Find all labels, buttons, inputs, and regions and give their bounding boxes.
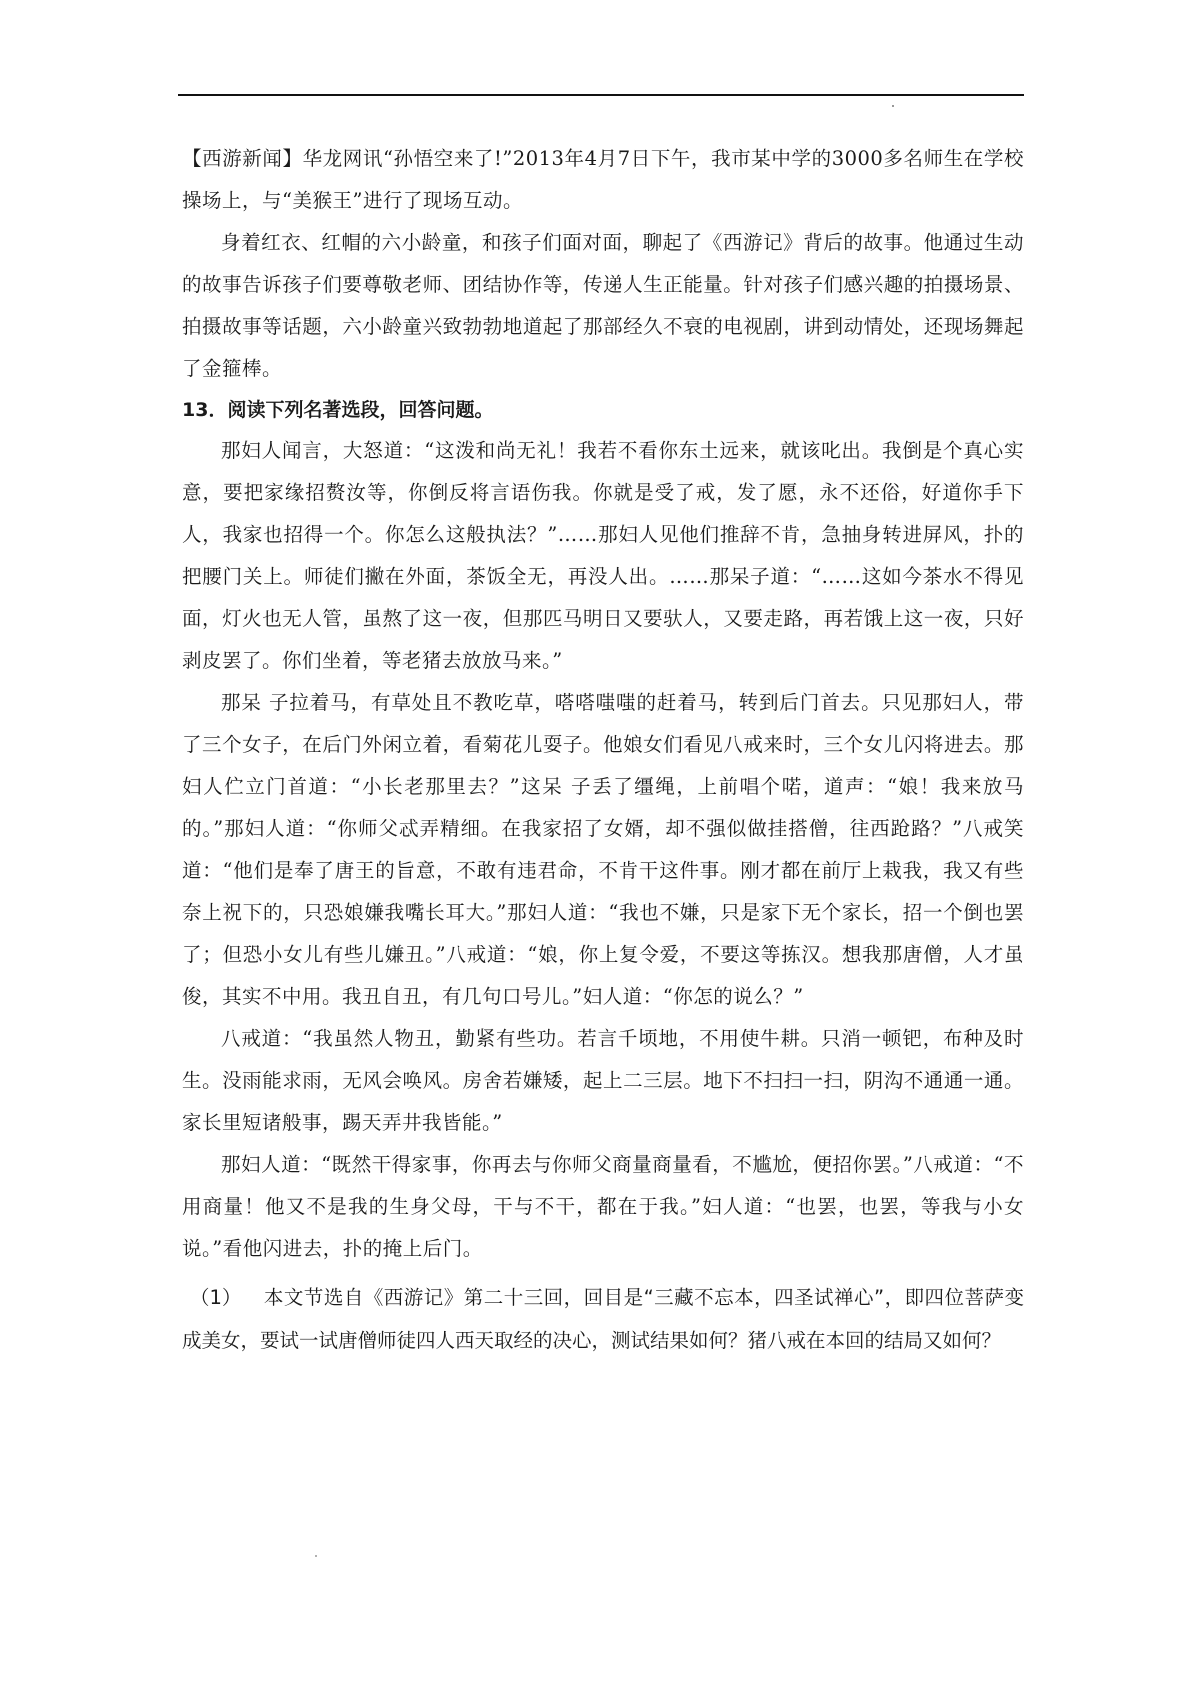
scan-speck-footer [315,1555,317,1557]
sub-question-text: 本文节选自《西游记》第二十三回，回目是“三藏不忘本，四圣试禅心”，即四位菩萨变成美女，要试一试唐僧师徒四人西天取经的决心，测试结果如何？猪八戒在本回的结局又如何？ [182,1286,1024,1352]
scan-speck [892,105,894,107]
sub-question-number: （1） [190,1286,242,1309]
excerpt-paragraph-1: 那妇人闻言，大怒道：“这泼和尚无礼！我若不看你东土远来，就该叱出。我倒是个真心实意，要把家缘招赘汝等，你倒反将言语伤我。你就是受了戒，发了愿，永不还俗，好道你手下人，我家也招得一个。你怎么这般执法？”……那妇人见他们推辞不肯，急抽身转进屏风，扑的把腰门关上。师徒们撇在外面，茶饭全无，再没人出。……那呆子道：“……这如今茶水不得见面，灯火也无人管，虽熬了这一夜，但那匹马明日又要驮人，又要走路，再若饿上这一夜，只好剥皮罢了。你们坐着，等老猪去放放马来。” [182,439,1024,672]
question-heading: 13．阅读下列名著选段，回答问题。 [182,399,494,421]
excerpt-paragraph-3: 八戒道：“我虽然人物丑，勤紧有些功。若言千顷地，不用使牛耕。只消一顿钯，布种及时生。没雨能求雨，无风会唤风。房舍若嫌矮，起上二三层。地下不扫扫一扫，阴沟不通通一通。家长里短诸般事，踢天弄井我皆能。” [182,1027,1024,1134]
header-rule [178,94,1024,96]
excerpt-paragraph-2: 那呆 子拉着马，有草处且不教吃草，嗒嗒嗤嗤的赶着马，转到后门首去。只见那妇人，带了三个女子，在后门外闲立着，看菊花儿耍子。他娘女们看见八戒来时，三个女儿闪将进去。那妇人伫立门首道：“小长老那里去？”这呆 子丢了缰绳，上前唱个喏，道声：“娘！我来放马的。”那妇人道：“你师父忒弄精细。在我家招了女婿，却不强似做挂搭僧，往西跄路？”八戒笑道：“他们是奉了唐王的旨意，不敢有违君命，不肯干这件事。刚才都在前厅上栽我，我又有些奈上祝下的，只恐娘嫌我嘴长耳大。”那妇人道：“我也不嫌，只是家下无个家长，招一个倒也罢了；但恐小女儿有些儿嫌丑。”八戒道：“娘，你上复令爱，不要这等拣汉。想我那唐僧，人才虽俊，其实不中用。我丑自丑，有几句口号儿。”妇人道：“你怎的说么？” [182,691,1024,1008]
news-paragraph-1: 【西游新闻】华龙网讯“孙悟空来了!”2013年4月7日下午，我市某中学的3000多名师生在学校操场上，与“美猴王”进行了现场互动。 [182,147,1024,212]
sub-question-1 [182,1276,1024,1362]
excerpt-paragraph-4: 那妇人道：“既然干得家事，你再去与你师父商量商量看，不尴尬，便招你罢。”八戒道：“不用商量！他又不是我的生身父母，干与不干，都在于我。”妇人道：“也罢，也罢，等我与小女说。”看他闪进去，扑的掩上后门。 [182,1153,1024,1260]
document-body [182,138,1024,1362]
news-paragraph-2: 身着红衣、红帽的六小龄童，和孩子们面对面，聊起了《西游记》背后的故事。他通过生动的故事告诉孩子们要尊敬老师、团结协作等，传递人生正能量。针对孩子们感兴趣的拍摄场景、拍摄故事等话题，六小龄童兴致勃勃地道起了那部经久不衰的电视剧，讲到动情处，还现场舞起了金箍棒。 [182,231,1024,380]
